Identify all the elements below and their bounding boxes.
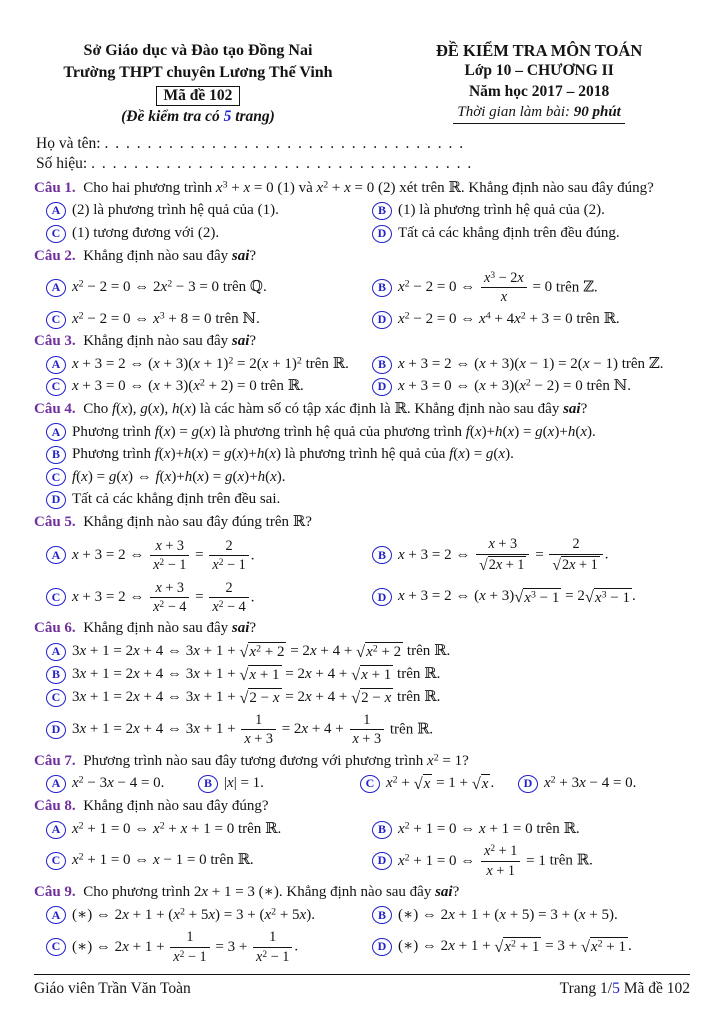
option-content: 3x + 1 = 2x + 4 ⇔ 3x + 1 + √ x + 1 = 2x + 4 + √ x + 1 trên ℝ.	[72, 664, 441, 684]
option-content: (1) là phương trình hệ quả của (2).	[398, 202, 605, 219]
option-letter-badge: A	[46, 202, 66, 220]
option-D	[372, 224, 690, 244]
option-letter-badge: A	[46, 356, 66, 374]
option-content: $x^2 - 2 = 0$ ⇔ $\frac{x^3 - 2x}{x}$ = 0 trên ℤ.	[398, 270, 598, 306]
teacher-name: Giáo viên Trần Văn Toàn	[34, 980, 191, 997]
option-content: (∗) ⇔ 2x + 1 + (x + 5) = 3 + (x + 5).	[398, 906, 618, 923]
option-content: x + 3 = 0 ⇔ $(x + 3)(x^2 + 2) = 0$ trên ℝ.	[72, 377, 304, 395]
option-content: 3x + 1 = 2x + 4 ⇔ 3x + 1 + √ 2 − x = 2x + 4 + √ 2 − x trên ℝ.	[72, 687, 441, 707]
option-letter-badge: A	[46, 906, 66, 924]
option-letter-badge: A	[46, 643, 66, 661]
page-prefix: Trang 1/	[559, 980, 613, 997]
option-content: Tất cả các khẳng định trên đều đúng.	[398, 224, 620, 241]
exam-code-box: Mã đề 102	[156, 86, 241, 106]
option-letter-badge: D	[372, 225, 392, 243]
option-content: $x^2 + 1 = 0$ ⇔ $x^2 + x + 1 = 0$ trên ℝ.	[72, 820, 282, 837]
options	[46, 535, 690, 616]
pages-note	[34, 108, 362, 126]
question-stem: Câu 4. Cho f(x), g(x), h(x) là các hàm số có tập xác định là ℝ. Khẳng định nào sau đây sai?	[34, 401, 588, 418]
question-stem: Câu 6. Khẳng định nào sau đây sai?	[34, 620, 257, 637]
pages-note-suffix: trang)	[231, 108, 275, 126]
option-letter-badge: D	[46, 491, 66, 509]
question-8	[34, 797, 690, 880]
option-C	[46, 928, 364, 966]
option-content: $x^2 - 2 = 0$ ⇔ $2x^2 - 3 = 0$ trên ℚ.	[72, 278, 267, 296]
question-label: Câu 9.	[34, 884, 76, 901]
option-content: x + 3 = 0 ⇔ $(x + 3)(x^2 - 2) = 0$ trên ℕ.	[398, 377, 632, 395]
option-C	[46, 851, 364, 871]
option-D	[372, 842, 690, 880]
option-D	[372, 587, 690, 607]
option-B	[372, 201, 690, 221]
page-indicator	[560, 980, 690, 998]
option-D	[46, 711, 690, 749]
exam-duration	[453, 104, 624, 124]
option-B	[46, 445, 690, 465]
option-C	[46, 688, 690, 708]
option-content: (∗) ⇔ $2x + 1 + (x^2 + 5x) = 3 + (x^2 + 5x)$.	[72, 906, 315, 923]
option-content: Phương trình f(x)+h(x) = g(x)+h(x) là phương trình hệ quả của f(x) = g(x).	[72, 446, 514, 463]
question-label: Câu 3.	[34, 333, 76, 350]
student-name-dots: . . . . . . . . . . . . . . . . . . . . . . . . . . . . . . . . . .	[104, 135, 465, 153]
option-content: (1) tương đương với (2).	[72, 224, 220, 241]
option-content: Tất cả các khẳng định trên đều sai.	[72, 491, 281, 508]
option-letter-badge: B	[198, 775, 218, 793]
option-D	[46, 490, 690, 510]
option-B	[372, 820, 690, 840]
question-6	[34, 619, 690, 748]
option-letter-badge: C	[46, 311, 66, 329]
question-label: Câu 8.	[34, 798, 76, 815]
pages-note-prefix: (Đề kiểm tra có	[121, 108, 224, 126]
option-letter-badge: B	[46, 446, 66, 464]
option-content: $x^2 + 1 = 0$ ⇔ x − 1 = 0 trên ℝ.	[72, 852, 254, 869]
header-left	[34, 40, 362, 126]
option-B	[372, 355, 690, 375]
page-suffix: Mã đề 102	[619, 980, 690, 997]
option-letter-badge: D	[46, 721, 66, 739]
option-A	[46, 423, 690, 443]
option-B	[372, 906, 690, 926]
question-label: Câu 7.	[34, 752, 76, 769]
question-4	[34, 400, 690, 510]
option-content: (2) là phương trình hệ quả của (1).	[72, 202, 279, 219]
option-C	[46, 377, 364, 397]
student-id-dots: . . . . . . . . . . . . . . . . . . . . . . . . . . . . . . . . . . . .	[91, 154, 473, 172]
option-A	[46, 642, 690, 662]
question-2	[34, 247, 690, 330]
student-name-line	[36, 134, 690, 153]
option-letter-badge: D	[372, 378, 392, 396]
option-content: $x^2$ + √ x = 1 + √ x .	[386, 774, 495, 794]
question-label: Câu 5.	[34, 513, 76, 530]
question-7	[34, 752, 690, 794]
option-C	[46, 468, 690, 488]
question-stem: Câu 5. Khẳng định nào sau đây đúng trên ℝ?	[34, 513, 312, 530]
option-B	[372, 269, 690, 307]
exam-code-row	[34, 83, 362, 108]
question-stem: Câu 9. Cho phương trình 2x + 1 = 3 (∗). Khẳng định nào sau đây sai?	[34, 884, 460, 901]
option-A	[46, 201, 364, 221]
option-letter-badge: B	[372, 906, 392, 924]
question-9	[34, 883, 690, 966]
option-letter-badge: B	[372, 356, 392, 374]
header	[34, 40, 690, 126]
option-B	[198, 774, 360, 794]
options	[46, 820, 690, 880]
option-letter-badge: C	[46, 689, 66, 707]
option-A	[46, 820, 364, 840]
option-content: $x^2 - 2 = 0$ ⇔ $x^3 + 8 = 0$ trên ℕ.	[72, 310, 260, 327]
option-D	[372, 310, 690, 330]
student-name-label: Họ và tên:	[36, 135, 101, 153]
question-stem: Câu 3. Khẳng định nào sau đây sai?	[34, 333, 257, 350]
options	[46, 642, 690, 749]
option-letter-badge: B	[372, 546, 392, 564]
option-content: 3x + 1 = 2x + 4 ⇔ 3x + 1 + √ $x^2 + 2$ = 2x + 4 + √ $x^2 + 2$ trên ℝ.	[72, 641, 451, 661]
option-content: x + 3 = 2 ⇔ $(x + 3)(x + 1)^2 = 2(x + 1)^2$ trên ℝ.	[72, 355, 349, 372]
option-C	[360, 774, 518, 794]
department-name: Sở Giáo dục và Đào tạo Đồng Nai	[83, 42, 313, 59]
option-D	[372, 377, 690, 397]
option-content: f(x) = g(x) ⇔ f(x)+h(x) = g(x)+h(x).	[72, 468, 286, 485]
student-info	[36, 134, 690, 173]
question-label: Câu 4.	[34, 401, 76, 418]
option-content: $x^2 + 1 = 0$ ⇔ $\frac{x^2 + 1}{x + 1}$ = 1 trên ℝ.	[398, 843, 593, 879]
option-letter-badge: D	[372, 938, 392, 956]
option-letter-badge: D	[518, 775, 538, 793]
option-letter-badge: B	[372, 202, 392, 220]
question-label: Câu 2.	[34, 247, 76, 264]
option-letter-badge: B	[372, 279, 392, 297]
option-content: 3x + 1 = 2x + 4 ⇔ 3x + 1 + $\frac{1}{x + 3}$ = 2x + 4 + $\frac{1}{x + 3}$ trên ℝ.	[72, 711, 434, 748]
options	[46, 906, 690, 966]
options	[46, 269, 690, 329]
option-letter-badge: C	[46, 378, 66, 396]
option-content: x + 3 = 2 ⇔ (x + 3)(x − 1) = 2(x − 1) trên ℤ.	[398, 355, 664, 372]
pages-note-number: 5	[223, 108, 232, 126]
option-A	[46, 278, 364, 298]
school-name: Trường THPT chuyên Lương Thế Vinh	[63, 63, 333, 81]
option-letter-badge: C	[46, 468, 66, 486]
option-D	[518, 774, 690, 794]
question-stem: Câu 8. Khẳng định nào sau đây đúng?	[34, 798, 269, 815]
option-content: $x^2 - 3x - 4 = 0$.	[72, 775, 165, 792]
question-stem: Câu 1. Cho hai phương trình $x^3 + x = 0$ (1) và $x^2 + x = 0$ (2) xét trên ℝ. Khẳng định nào sau đây đúng?	[34, 179, 654, 196]
options	[46, 355, 690, 397]
option-letter-badge: A	[46, 821, 66, 839]
option-content: (∗) ⇔ 2x + 1 + √ $x^2 + 1$ = 3 + √ $x^2 + 1$ .	[398, 937, 632, 957]
option-content: x + 3 = 2 ⇔ $\frac{x + 3}{x^2 - 4}$ = $\frac{2}{x^2 - 4}$ .	[72, 579, 255, 615]
option-letter-badge: B	[372, 821, 392, 839]
option-letter-badge: A	[46, 423, 66, 441]
option-letter-badge: A	[46, 279, 66, 297]
option-letter-badge: D	[372, 588, 392, 606]
option-content: (∗) ⇔ 2x + 1 + $\frac{1}{x^2 - 1}$ = 3 + $\frac{1}{x^2 - 1}$ .	[72, 929, 299, 965]
option-letter-badge: C	[46, 938, 66, 956]
option-content: x + 3 = 2 ⇔ x + 3 √ 2x + 1 = 2 √ 2x + 1 .	[398, 536, 609, 574]
exam-class: Lớp 10 – CHƯƠNG II	[464, 62, 614, 80]
option-content: $x^2 + 1 = 0$ ⇔ x + 1 = 0 trên ℝ.	[398, 820, 580, 837]
option-letter-badge: D	[372, 311, 392, 329]
option-A	[46, 355, 364, 375]
student-id-line	[36, 154, 690, 173]
option-letter-badge: D	[372, 852, 392, 870]
option-D	[372, 937, 690, 957]
question-stem: Câu 2. Khẳng định nào sau đây sai?	[34, 247, 257, 264]
school-year: Năm học 2017 – 2018	[468, 83, 610, 101]
question-1	[34, 179, 690, 244]
option-content: Phương trình f(x) = g(x) là phương trình hệ quả của phương trình f(x)+h(x) = g(x)+h(x).	[72, 423, 596, 440]
header-right	[388, 40, 690, 124]
option-letter-badge: A	[46, 775, 66, 793]
question-label: Câu 1.	[34, 179, 76, 196]
option-B	[46, 665, 690, 685]
option-content: x + 3 = 2 ⇔ (x + 3) √ $x^3 - 1$ = 2 √ $x^3 - 1$ .	[398, 587, 636, 607]
option-A	[46, 537, 364, 575]
questions	[34, 179, 690, 966]
option-C	[46, 579, 364, 617]
option-B	[372, 535, 690, 575]
student-id-label: Số hiệu:	[36, 154, 88, 172]
question-label: Câu 6.	[34, 620, 76, 637]
option-content: $x^2 + 3x - 4 = 0$.	[544, 775, 637, 792]
option-letter-badge: C	[46, 225, 66, 243]
option-letter-badge: C	[46, 852, 66, 870]
duration-value: 90 phút	[573, 104, 621, 121]
option-C	[46, 310, 364, 330]
option-letter-badge: C	[360, 775, 380, 793]
option-A	[46, 774, 198, 794]
option-content: x + 3 = 2 ⇔ $\frac{x + 3}{x^2 - 1}$ = $\frac{2}{x^2 - 1}$ .	[72, 537, 255, 573]
duration-label: Thời gian làm bài:	[457, 104, 574, 121]
page-total: 5	[612, 980, 620, 997]
option-letter-badge: C	[46, 588, 66, 606]
options	[46, 423, 690, 510]
question-3	[34, 332, 690, 397]
question-5	[34, 513, 690, 617]
option-letter-badge: B	[46, 666, 66, 684]
footer	[34, 974, 690, 998]
question-stem: Câu 7. Phương trình nào sau đây tương đương với phương trình $x^2 = 1$?	[34, 752, 469, 769]
option-content: |x| = 1.	[224, 775, 264, 792]
exam-title: ĐỀ KIỂM TRA MÔN TOÁN	[435, 41, 643, 60]
option-content: $x^2 - 2 = 0$ ⇔ $x^4 + 4x^2 + 3 = 0$ trên ℝ.	[398, 310, 620, 327]
options	[46, 774, 690, 794]
options	[46, 201, 690, 243]
option-A	[46, 906, 364, 926]
option-C	[46, 224, 364, 244]
option-letter-badge: A	[46, 546, 66, 564]
